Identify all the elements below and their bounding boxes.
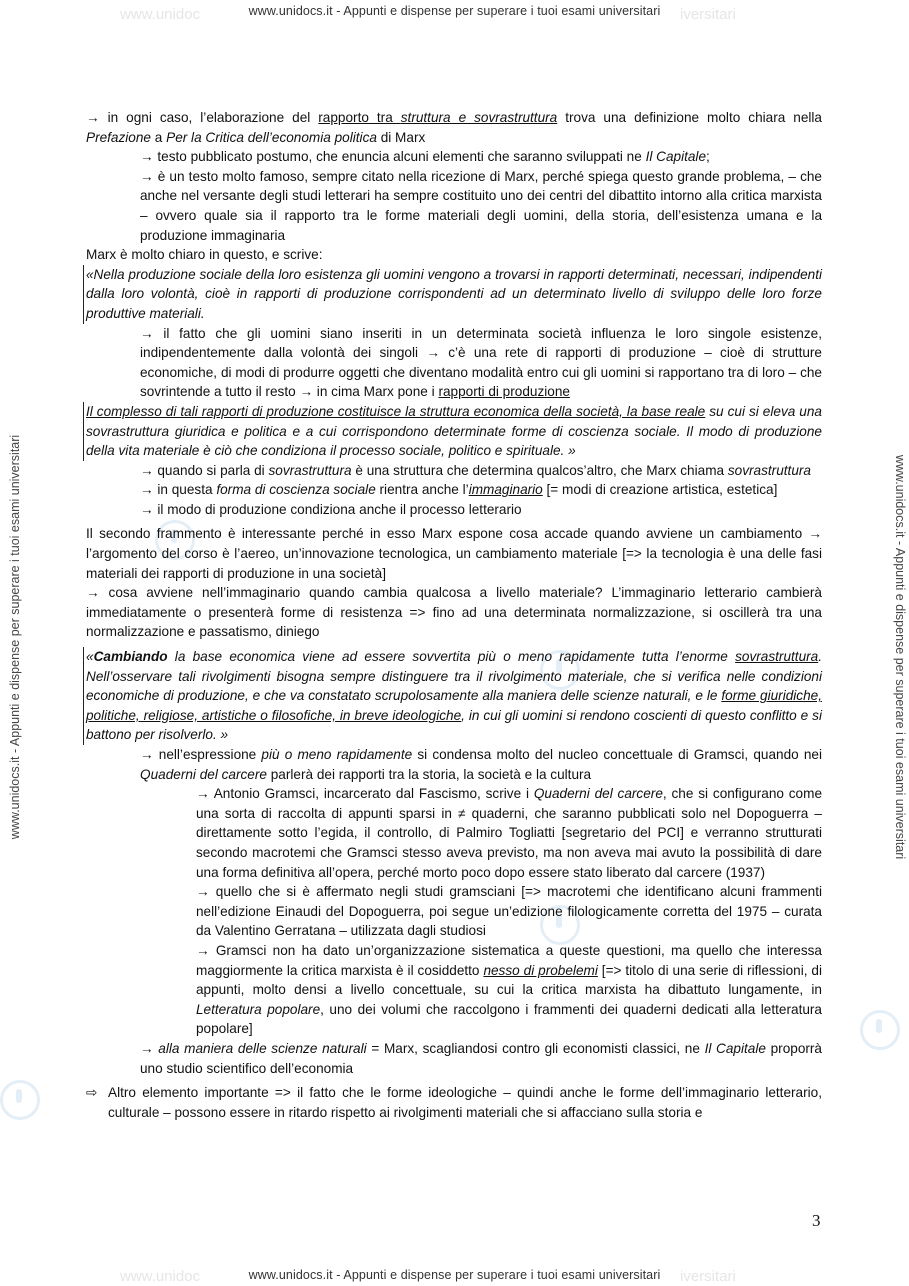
paragraph: Marx è molto chiaro in questo, e scrive: <box>86 247 323 263</box>
paragraph: → Antonio Gramsci, incarcerato dal Fascismo, scrive i Quaderni del carcere, che si configurano come una sorta di raccolta di appunti sparsi in ≠ quaderni, che saranno pubblicati solo nel Dopoguerra – direttamente sotto l’egida, il controllo, di Palmiro Togliatti [segretario del PCI] e verranno strutturati secondo macrotemi che Gramsci stesso aveva previsto, ma non aveva mai avuto la possibilità di dare una forma definitiva all’opera, perché morto poco dopo essere stato liberato dal carcere (1937) <box>196 786 823 880</box>
paragraph: → in ogni caso, l’elaborazione del rapporto tra struttura e sovrastruttura trova una definizione molto chiara nella Prefazione a Per la Critica dell’economia politica di Marx <box>86 110 822 145</box>
paragraph: → alla maniera delle scienze naturali = Marx, scagliandosi contro gli economisti classici, ne Il Capitale proporrà uno studio scientifico dell’economia <box>140 1040 822 1076</box>
watermark-ghost-top-left: www.unidoc <box>120 6 201 23</box>
paragraph: → Gramsci non ha dato un’organizzazione sistematica a queste questioni, ma quello che interessa maggiormente la critica marxista è il cosiddetto nesso di probelemi [=> titolo di una serie di riflessioni, di appunti, molto densi a livello concettuale, su cui la critica marxista ha dibattuto lungamente, in Letteratura popolare, uno dei volumi che raccolgono i frammenti dei quaderni dedicati alla letteratura popolare] <box>196 942 823 1037</box>
watermark-right: www.unidocs.it - Appunti e dispense per superare i tuoi esami universitari <box>893 454 907 860</box>
paragraph: → in questa forma di coscienza sociale rientra anche l’immaginario [= modi di creazione artistica, estetica] <box>140 482 778 498</box>
watermark-bottom: www.unidocs.it - Appunti e dispense per superare i tuoi esami universitari <box>248 1268 661 1282</box>
watermark-left: www.unidocs.it - Appunti e dispense per superare i tuoi esami universitari <box>8 434 22 840</box>
logo-watermark-icon <box>860 1010 900 1050</box>
paragraph: → quello che si è affermato negli studi gramsciani [=> macrotemi che identificano alcuni frammenti nell’edizione Einaudi del Dopoguerra, poi segue un’edizione filologicamente corretta del 1975 – curata da Valentino Gerratana – utilizzata dagli studiosi <box>196 884 822 939</box>
watermark-ghost-bottom-right: iversitari <box>680 1268 736 1285</box>
paragraph: Il secondo frammento è interessante perché in esso Marx espone cosa accade quando avviene un cambiamento → l’argomento del corso è l’aereo, un’innovazione tecnologica, un cambiamento materiale [=> la tecnologia è una delle fasi materiali dei rapporti di produzione in una società] <box>86 526 822 581</box>
quote: «Cambiando la base economica viene ad essere sovvertita più o meno rapidamente tutta l’enorme sovrastruttura. Nell’osservare tali rivolgimenti bisogna sempre distinguere tra il rivolgimento materiale, che si verifica nelle condizioni economiche di produzione, e che va constatato scrupolosamente alla maniera delle scienze naturali, e le forme giuridiche, politiche, religiose, artistiche o filosofiche, in breve ideologiche, in cui gli uomini si rendono coscienti di questo conflitto e si battono per risolverlo. » <box>83 647 822 745</box>
paragraph: → è un testo molto famoso, sempre citato nella ricezione di Marx, perché spiega questo grande problema, – che anche nel versante degli studi letterari ha sempre costituito uno dei centri del dibattito intorno alla critica marxista – ovvero quale sia il rapporto tra le forme materiali degli uomini, della storia, dell’esistenza umana e la produzione immaginaria <box>140 168 822 243</box>
paragraph: → nell’espressione più o meno rapidamente si condensa molto del nucleo concettuale di Gramsci, quando nei Quaderni del carcere parlerà dei rapporti tra la storia, la società e la cultura <box>140 747 823 782</box>
quote: Il complesso di tali rapporti di produzione costituisce la struttura economica della società, la base reale su cui si eleva una sovrastruttura giuridica e politica e a cui corrispondono determinate forme di coscienza sociale. Il modo di produzione della vita materiale è ciò che condiziona il processo sociale, politico e spirituale. » <box>83 402 822 461</box>
paragraph: → cosa avviene nell’immaginario quando cambia qualcosa a livello materiale? L’immaginario letterario cambierà immediatamente o presenterà forme di resistenza => fino ad una determinata normalizzazione, si oscillerà tra una normalizzazione e passatismo, diniego <box>86 585 822 640</box>
watermark-ghost-top-right: iversitari <box>680 6 736 23</box>
page-number: 3 <box>812 1211 821 1230</box>
bullet-paragraph: ⇨ Altro elemento importante => il fatto che le forme ideologiche – quindi anche le forme dell’immaginario letterario, culturale – possono essere in ritardo rispetto ai rivolgimenti materiali che si affacciano sulla storia e <box>86 1085 822 1120</box>
paragraph: → testo pubblicato postumo, che enuncia alcuni elementi che saranno sviluppati ne Il Capitale; <box>140 149 710 165</box>
paragraph: → il modo di produzione condiziona anche il processo letterario <box>140 501 522 517</box>
watermark-top: www.unidocs.it - Appunti e dispense per superare i tuoi esami universitari <box>248 4 661 18</box>
quote: «Nella produzione sociale della loro esistenza gli uomini vengono a trovarsi in rapporti determinati, necessari, indipendenti dalla loro volontà, cioè in rapporti di produzione corrispondenti ad un determinato livello di sviluppo delle loro forze produttive materiali. <box>83 265 822 324</box>
watermark-ghost-bottom-left: www.unidoc <box>120 1268 201 1285</box>
document-body <box>86 108 822 1122</box>
paragraph: → il fatto che gli uomini siano inseriti in un determinata società influenza le loro singole esistenze, indipendentemente dalla volontà dei singoli → c’è una rete di rapporti di produzione – cioè di strutture economiche, di modi di produrre oggetti che diventano modalità entro cui gli uomini si rapportano tra di loro – che sovrintende a tutto il resto → in cima Marx pone i rapporti di produzione <box>140 325 822 400</box>
logo-watermark-icon <box>0 1080 40 1120</box>
open-arrow-icon: ⇨ <box>86 1085 98 1101</box>
paragraph: → quando si parla di sovrastruttura è una struttura che determina qualcos’altro, che Marx chiama sovrastruttura <box>140 462 811 478</box>
